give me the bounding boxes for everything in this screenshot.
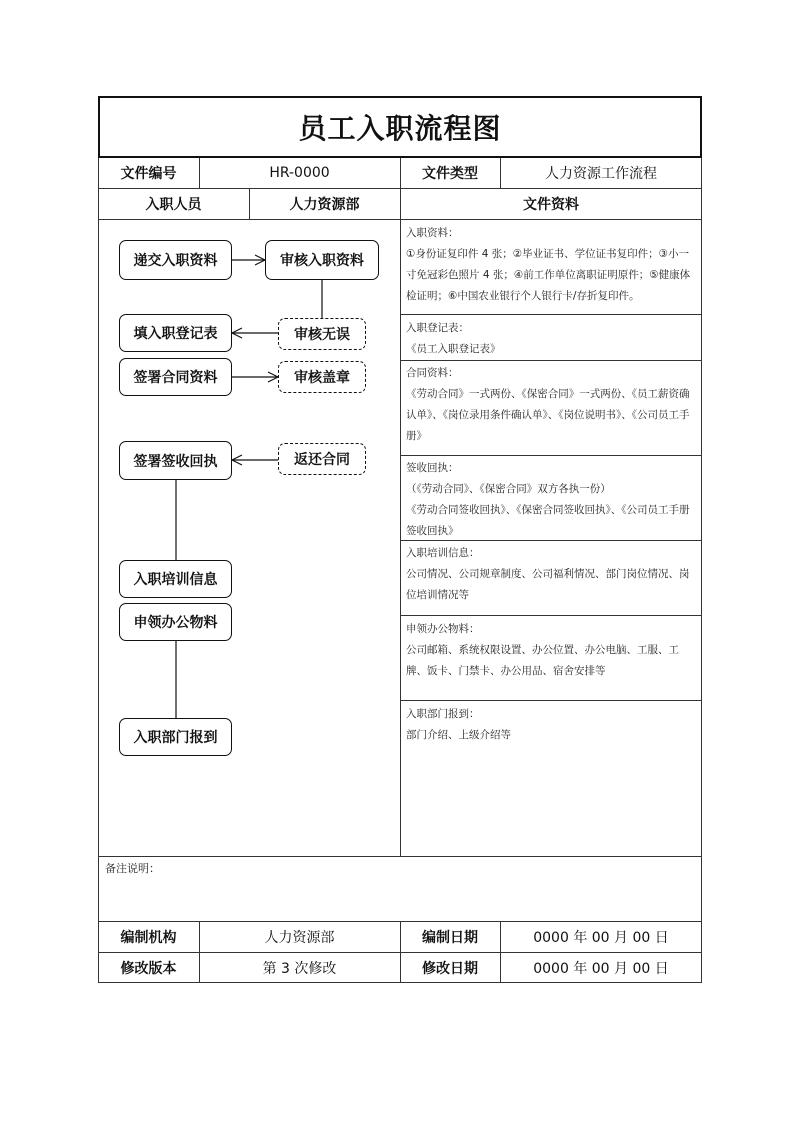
person-column-header: 入职人员 bbox=[145, 196, 202, 213]
document-title: 员工入职流程图 bbox=[98, 96, 702, 158]
doc-section-report bbox=[406, 704, 698, 746]
file-type-value: 人力资源工作流程 bbox=[545, 166, 657, 182]
date-value: 0000 年 00 月 00 日 bbox=[533, 929, 669, 946]
node-dept-report: 入职部门报到 bbox=[119, 718, 232, 756]
doc-section-heading: 入职培训信息： bbox=[406, 547, 480, 559]
file-no-value: HR-0000 bbox=[269, 165, 330, 181]
node-review-materials: 审核入职资料 bbox=[265, 240, 379, 280]
node-sign-receipt: 签署签收回执 bbox=[119, 441, 232, 480]
org-value: 人力资源部 bbox=[264, 929, 335, 946]
doc-section-onboarding bbox=[406, 223, 698, 307]
doc-section-contract bbox=[406, 363, 698, 447]
node-sign-contract: 签署合同资料 bbox=[119, 358, 232, 396]
version-label: 修改版本 bbox=[120, 960, 177, 977]
doc-section-body: 公司邮箱、系统权限设置、办公位置、办公电脑、工服、工牌、饭卡、门禁卡、办公用品、宿舍安排等 bbox=[406, 644, 679, 677]
doc-section-heading: 签收回执： bbox=[406, 462, 459, 474]
file-no-label: 文件编号 bbox=[120, 166, 177, 182]
remark-label: 备注说明： bbox=[105, 862, 160, 875]
doc-section-registration bbox=[406, 318, 698, 360]
doc-section-body: 《劳动合同》一式两份、《保密合同》一式两份、《员工薪资确认单》、《岗位录用条件确认单》、《岗位说明书》、《公司员工手册》 bbox=[406, 388, 690, 442]
doc-section-receipt bbox=[406, 458, 698, 542]
file-type-label: 文件类型 bbox=[422, 166, 478, 182]
node-return-contract: 返还合同 bbox=[278, 443, 366, 475]
node-fill-form: 填入职登记表 bbox=[119, 314, 232, 352]
date-label: 编制日期 bbox=[422, 929, 478, 946]
version-value: 第 3 次修改 bbox=[262, 960, 337, 977]
doc-section-body: 公司情况、公司规章制度、公司福利情况、部门岗位情况、岗位培训情况等 bbox=[406, 568, 690, 601]
docs-column-header: 文件资料 bbox=[523, 196, 579, 213]
node-review-ok: 审核无误 bbox=[278, 318, 366, 350]
doc-section-body: 部门介绍、上级介绍等 bbox=[406, 729, 511, 741]
doc-section-heading: 入职登记表： bbox=[406, 322, 469, 334]
dept-column-header: 人力资源部 bbox=[289, 196, 360, 213]
doc-section-body-extra: 《劳动合同签收回执》、《保密合同签收回执》、《公司员工手册签收回执》 bbox=[406, 504, 690, 537]
mod-date-value: 0000 年 00 月 00 日 bbox=[533, 960, 669, 977]
doc-section-body: ①身份证复印件 4 张；②毕业证书、学位证书复印件；③小一寸免冠彩色照片 4 张；④前工作单位离职证明原件；⑤健康体检证明；⑥中国农业银行个人银行卡/存折复印件。 bbox=[406, 248, 691, 302]
doc-section-heading: 入职部门报到： bbox=[406, 708, 480, 720]
doc-section-heading: 合同资料： bbox=[406, 367, 459, 379]
doc-section-heading: 入职资料： bbox=[406, 227, 459, 239]
node-review-stamp: 审核盖章 bbox=[278, 361, 366, 393]
doc-section-training bbox=[406, 543, 698, 606]
org-label: 编制机构 bbox=[120, 929, 177, 946]
node-office-supplies: 申领办公物料 bbox=[119, 603, 232, 641]
mod-date-label: 修改日期 bbox=[422, 960, 478, 977]
doc-section-heading: 申领办公物料： bbox=[406, 623, 480, 635]
node-training-info: 入职培训信息 bbox=[119, 560, 232, 598]
node-submit-materials: 递交入职资料 bbox=[119, 240, 232, 280]
doc-section-body: （《劳动合同》、《保密合同》双方各执一份） bbox=[406, 483, 611, 495]
doc-section-body: 《员工入职登记表》 bbox=[406, 343, 501, 355]
doc-section-supplies bbox=[406, 619, 698, 682]
